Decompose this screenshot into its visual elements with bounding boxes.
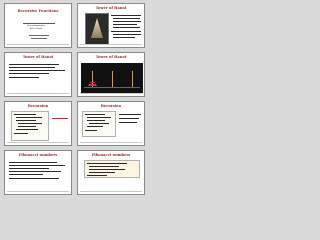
slide-footer [7,142,69,144]
slide-footer [80,93,142,95]
handout-sheet [0,0,149,198]
slide-subtitle: General programming [27,26,45,27]
code-block [11,111,49,141]
slide-footer [7,191,69,193]
slide-title: Recursion [100,104,122,108]
slide-1 [4,3,72,48]
slide-7 [4,150,72,195]
slide-footer [80,191,142,193]
slide-2 [77,3,145,48]
slide-subtitle-2: Rules of thumb [30,29,43,30]
slide-footer [7,93,69,95]
slide-footer [80,44,142,46]
slide-title: Fibonacci numbers [18,153,58,157]
slide-4 [77,52,145,97]
slide-title: Tower of Hanoi [95,55,127,59]
code-block [84,160,140,178]
slide-title: Tower of Hanoi [22,55,54,59]
slide-8 [77,150,145,195]
slide-5 [4,101,72,146]
slide-6 [77,101,145,146]
hanoi-pegs-diagram [81,63,143,93]
slide-title: Recursive Functions [17,9,59,13]
slide-title: Tower of Hanoi [95,6,127,10]
slide-title: Fibonacci numbers [91,153,131,157]
slide-3 [4,52,72,97]
slide-footer [7,44,69,46]
slide-footer [80,142,142,144]
slide-title: Recursion [27,104,49,108]
tower-illustration [85,13,109,45]
code-block [82,111,116,137]
